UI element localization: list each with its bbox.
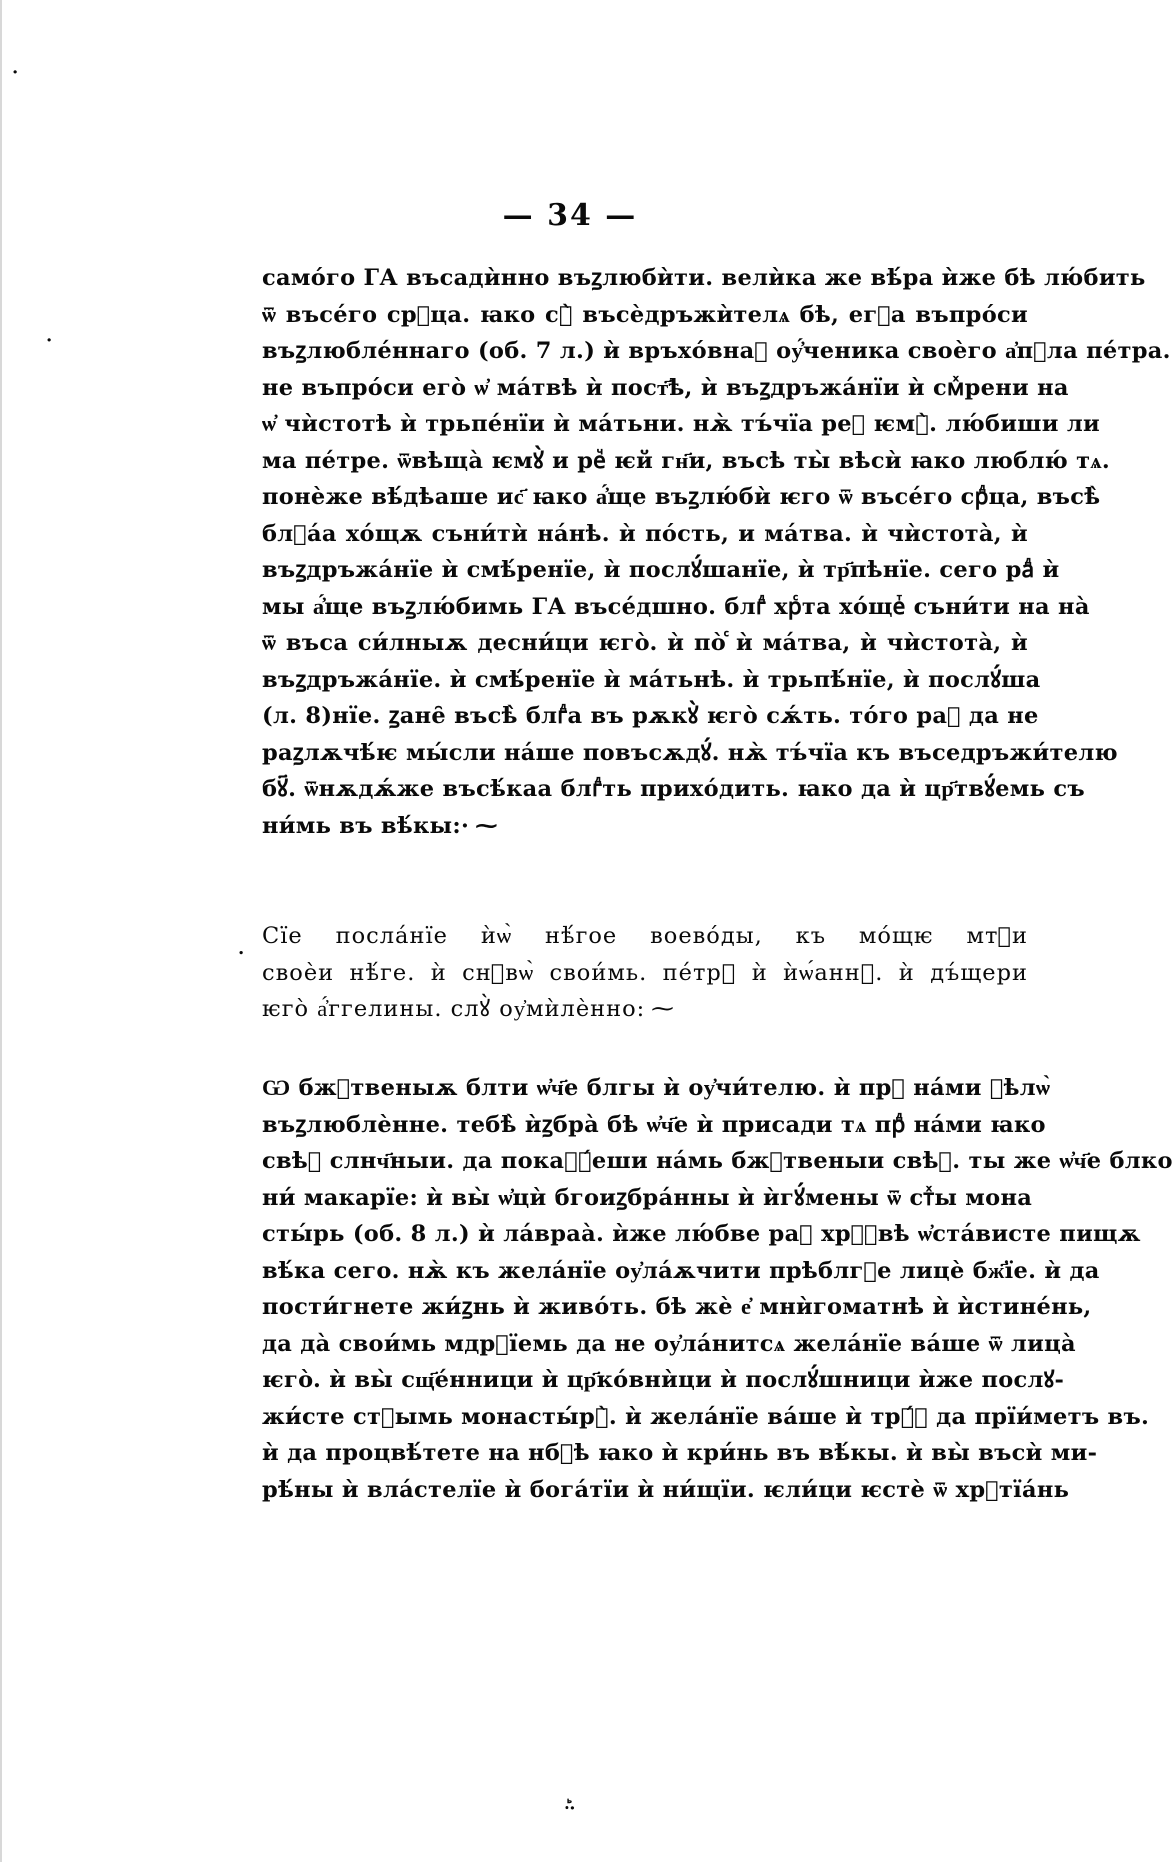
- text-line: [262, 662, 1041, 699]
- text-line: [262, 1180, 1033, 1217]
- text-line: [262, 1253, 1100, 1290]
- text-line: [262, 333, 1171, 370]
- text-line: [262, 406, 1101, 443]
- line-text: ѥгò. ѝ вы̀ сщ҃е́нници ѝ цр҃ко́внѝци ѝ послꙋ́шници ѝже послꙋ-: [262, 1367, 1065, 1393]
- text-line: [262, 698, 1039, 735]
- paragraph-2: [262, 1070, 1173, 1508]
- line-text: Ѡ бжⷭтвеныѫ блти ѡ҆ч҃е блгы ѝ оу҆чи́телю. ѝ прⷣ на́ми ꙃѣлѡ̀: [262, 1075, 1051, 1101]
- text-line: [262, 370, 1069, 407]
- line-text: ни́ макарїе: ѝ вы̀ ѡ҆цѝ бгоиꙁбра́нны ѝ ѝгꙋ́мены ѿ стⷯы мона: [262, 1184, 1033, 1211]
- line-text: въꙁдръжа́нїе ѝ смѣ́ренїе, ѝ послꙋ́шанїе, ѝ тр҃пѣнїе. сего раⷣ ѝ: [262, 557, 1060, 583]
- text-line: [262, 1070, 1051, 1107]
- text-line: [262, 443, 1111, 480]
- text-line: [262, 297, 1028, 334]
- bullet-mark: .: [238, 938, 245, 959]
- text-line: [262, 955, 1028, 992]
- line-text: рѣ́ны ѝ вла́стелїе ѝ бога́тїи ѝ ни́щїи. ѥли́ци ѥстѐ ѿ хрⷭтїа́нь: [262, 1476, 1070, 1503]
- line-text: въꙁлюблѐнне. тебѣ̀ ѝꙁбра̀ бѣ ѡ҆ч҃е ѝ присади тѧ прⷣ на́ми ꙗко: [262, 1111, 1046, 1138]
- line-text: ма пе́тре. ѿвѣща̀ ѥмꙋ̀ и реⷱ ѥй гн҃и, въсѣ ты̀ вѣсѝ ꙗко люблю́ тѧ.: [262, 447, 1111, 474]
- paragraph-1: [262, 260, 1171, 844]
- text-line: [262, 479, 1101, 516]
- text-line: [262, 771, 1085, 808]
- line-text: ни́мь въ вѣ́кы:·: [262, 812, 470, 839]
- line-text: блⷢа́а хо́щѫ съни́тѝ на́нѣ. ѝ пóсть, и ма́тва. ѝ чѝстота̀, ѝ: [262, 520, 1028, 547]
- text-line: [262, 1362, 1065, 1399]
- epistle-heading: [262, 918, 1028, 1028]
- line-text: ѥгò а҆́ггелины. слꙋ̀ оу҆мѝлѐнно:: [262, 996, 646, 1022]
- text-line: [262, 1216, 1141, 1253]
- line-text: вѣ́ка сего. нѫ̀ къ жела́нїе оу҆ла́ѫчити прѣблгⷪе лицѐ бж҃їе. ѝ да: [262, 1257, 1100, 1284]
- line-text: раꙁлѫчѣ́ѥ мы́сли на́ше повъсѫдꙋ́. нѫ̀ тъ́чїа къ въседръжи́телю: [262, 739, 1118, 766]
- line-text: ѡ҆ чѝстотѣ ѝ трьпе́нїи ѝ ма́тьни. нѫ̀ тъ́чїа реⷱ ѥмꙋ̀. лю́биши ли: [262, 411, 1101, 437]
- footer-mark: ·ꙺ·: [564, 1798, 576, 1819]
- line-text: (л. 8)нїе. ꙁане̑ въсѣ̀ блгⷣа въ рѫкꙋ̀ ѥгò сѫ́ть. тóго раⷣ да не: [262, 703, 1039, 729]
- line-text: пости́гнете жи́ꙁнь ѝ живо́ть. бѣ жѐ е҆ мнѝгоматнѣ ѝ ѝстине́нь,: [262, 1294, 1092, 1320]
- line-text: ѿ въсе́го срⷣца. ꙗко сꙋ̀ въсѐдръжѝтелѧ бѣ, егⷣа въпрóси: [262, 301, 1028, 328]
- line-text: свѣⷮ слнч҃ныи. да покаꙁꙋ́еши на́мь бжⷭтвеныи свѣⷮ. ты же ѡ҆ч҃е блко: [262, 1148, 1173, 1174]
- text-line: [262, 918, 1028, 955]
- text-line: [262, 991, 1028, 1028]
- line-text: въꙁдръжа́нїе. ѝ смѣ́ренїе ѝ ма́тьнѣ. ѝ трьпѣ́нїе, ѝ послꙋ́ша: [262, 666, 1041, 693]
- text-line: [262, 1326, 1076, 1363]
- text-line: [262, 625, 1028, 662]
- text-line: [262, 1435, 1098, 1472]
- text-line: [262, 808, 1028, 845]
- line-text: Сїе посла́нїе ѝѡ̀ нѣ́гое воевóды, къ мóщѥ мтⷬи: [262, 923, 1028, 949]
- text-line: [262, 1289, 1092, 1326]
- line-text: да да̀ свои́мь мдрⷣїемь да не оу҆ла́нитсѧ жела́нїе ва́ше ѿ лица̀: [262, 1330, 1076, 1357]
- end-ornament: ⁓: [651, 996, 675, 1022]
- line-text: ѿ въса си́лныѫ десни́ци ѥгò. ѝ пòⷭ ѝ ма́тва, ѝ чѝстота̀, ѝ: [262, 630, 1028, 656]
- scan-edge-shadow: [0, 0, 10, 1862]
- line-text: жи́сте стⷴымь монасты́рꙋ̀. ѝ жела́нїе ва́ше ѝ трꙋ́ⷣ да прїи́метъ въ.: [262, 1403, 1150, 1430]
- text-line: [262, 1399, 1150, 1436]
- text-line: [262, 735, 1118, 772]
- line-text: своѐи нѣ́ге. ѝ снⷪвѡ̀ свои́мь. пе́трꙋ ѝ ѝѡ́аннꙋ. ѝ дъ́щери: [262, 959, 1028, 986]
- line-text: мы а҆́ще въꙁлю́бимь ГА въсе́дшно. блгⷣ хрⷭта хо́щеⷮ съни́ти на на̀: [262, 593, 1090, 620]
- text-line: [262, 1107, 1046, 1144]
- text-line: [262, 589, 1090, 626]
- end-ornament: ⁓: [475, 812, 498, 839]
- scan-speck: ·: [46, 330, 53, 351]
- scan-speck: ·: [12, 62, 19, 83]
- line-text: самóго ГА въсадѝнно въꙁлюбѝти. велѝка же вѣ́ра ѝже бѣ лю́бить: [262, 265, 1146, 291]
- line-text: ѝ да процвѣ́тете на нбⷭѣ ꙗко ѝ кри́нь въ вѣ́кы. ѝ вы̀ въсѝ ми-: [262, 1440, 1098, 1466]
- text-line: [262, 516, 1028, 553]
- page-number: — 34 —: [502, 198, 638, 233]
- text-line: [262, 552, 1060, 589]
- text-line: [262, 1472, 1070, 1509]
- text-line: [262, 1143, 1173, 1180]
- line-text: не въпрóси егò ѡ҆ ма́твѣ ѝ пост҃ѣ, ѝ въꙁдръжа́нїи ѝ смⷯрени на: [262, 374, 1069, 401]
- line-text: въꙁлюбле́ннаго (об. 7 л.) ѝ връхóвнаⷢ оу҆́ченика своѐго а҆пⷭла пе́тра.: [262, 338, 1171, 364]
- line-text: бꙋ҃. ѿнѫдѫ́же въсѣ́каа блгⷣть прихо́дить. ꙗко да ѝ цр҃твꙋ́емь съ: [262, 776, 1085, 802]
- line-text: понѐже вѣ́дѣаше ис҃ ꙗко а҆́ще въꙁлю́бѝ ѥго ѿ въсе́го срⷣца, въсѣ̀: [262, 484, 1101, 510]
- line-text: сты́рь (об. 8 л.) ѝ ла́враа̀. ѝже лю́бве раⷣ хрⷭ҃вѣ ѡ҆ста́висте пищѫ: [262, 1221, 1141, 1247]
- text-line: [262, 260, 1146, 297]
